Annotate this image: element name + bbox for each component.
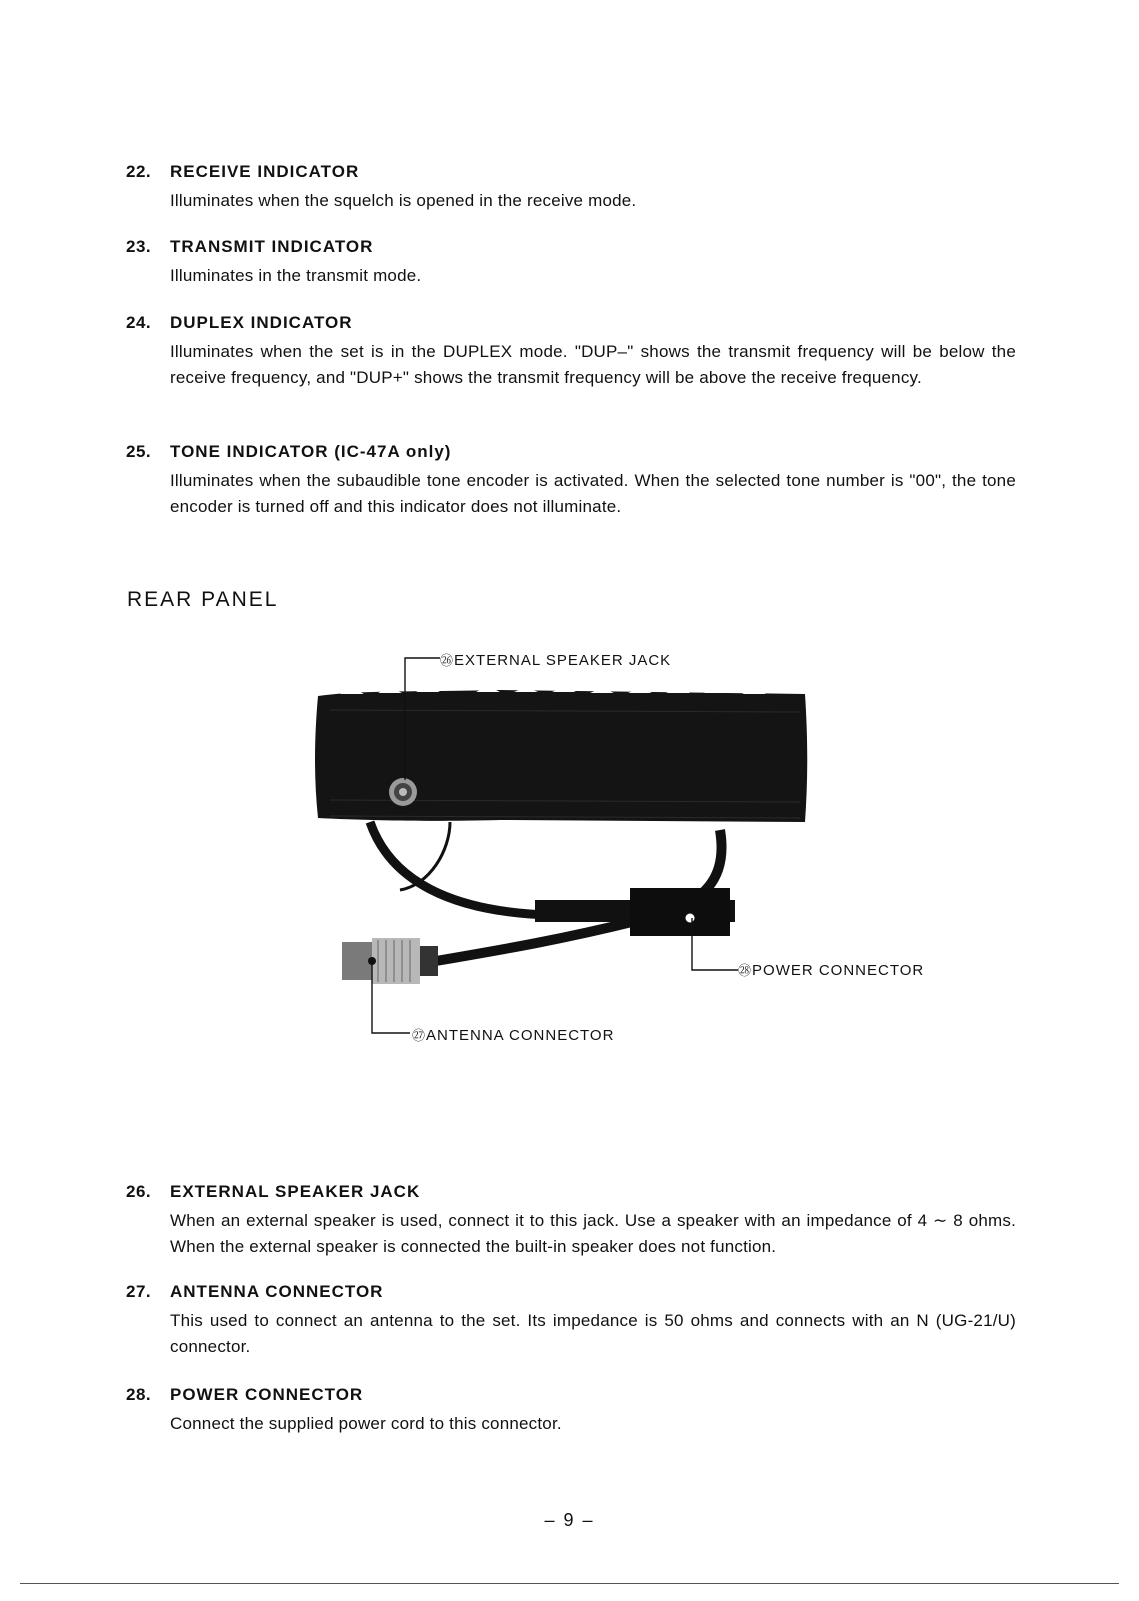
callout-power-connector (738, 960, 924, 979)
callout-label: EXTERNAL SPEAKER JACK (454, 652, 672, 669)
callout-number-27: ㉗ (412, 1028, 427, 1043)
callout-number-26: ㉖ (440, 653, 455, 668)
page-number: – 9 – (544, 1510, 595, 1530)
item-description: Illuminates when the squelch is opened in the receive mode. (170, 191, 637, 210)
item-description: Connect the supplied power cord to this connector. (170, 1414, 562, 1433)
antenna-n-connector (342, 938, 438, 984)
item-number: 26. (126, 1182, 152, 1201)
callout-external-speaker-jack (440, 650, 671, 669)
item-heading: POWER CONNECTOR (170, 1385, 364, 1404)
item-heading: DUPLEX INDICATOR (170, 313, 353, 332)
item-number: 27. (126, 1282, 152, 1301)
bottom-rule (20, 1583, 1119, 1584)
section-title-rear-panel: REAR PANEL (127, 588, 279, 611)
item-heading: TONE INDICATOR (IC-47A only) (170, 442, 452, 461)
item-description: Illuminates when the subaudible tone encoder is activated. When the selected tone number is "00", the tone encoder is turned off and this indicator does not illuminate. (170, 471, 1016, 516)
item-number: 22. (126, 162, 152, 181)
callout-antenna-connector (412, 1025, 614, 1044)
external-speaker-jack (389, 778, 417, 806)
callout-number-28: ㉘ (738, 963, 753, 978)
item-number: 28. (126, 1385, 152, 1404)
rear-panel-photo (300, 650, 940, 1060)
item-heading: TRANSMIT INDICATOR (170, 237, 374, 256)
item-heading: EXTERNAL SPEAKER JACK (170, 1182, 421, 1201)
power-connector-block (535, 888, 735, 936)
callout-label: POWER CONNECTOR (752, 962, 925, 979)
item-description: When an external speaker is used, connect it to this jack. Use a speaker with an impedance of 4 ∼ 8 ohms. When the external speaker is connected the built-in speaker does not function. (170, 1211, 1016, 1256)
callout-label: ANTENNA CONNECTOR (426, 1027, 615, 1044)
item-number: 24. (126, 313, 152, 332)
item-description: Illuminates when the set is in the DUPLEX mode. "DUP–" shows the transmit frequency will be below the receive frequency, and "DUP+" shows the transmit frequency will be above the receive frequency. (170, 342, 1016, 387)
item-heading: RECEIVE INDICATOR (170, 162, 360, 181)
item-number: 23. (126, 237, 152, 256)
item-description: Illuminates in the transmit mode. (170, 266, 422, 285)
item-number: 25. (126, 442, 152, 461)
item-description: This used to connect an antenna to the set. Its impedance is 50 ohms and connects with an N (UG-21/U) connector. (170, 1311, 1016, 1356)
item-heading: ANTENNA CONNECTOR (170, 1282, 384, 1301)
